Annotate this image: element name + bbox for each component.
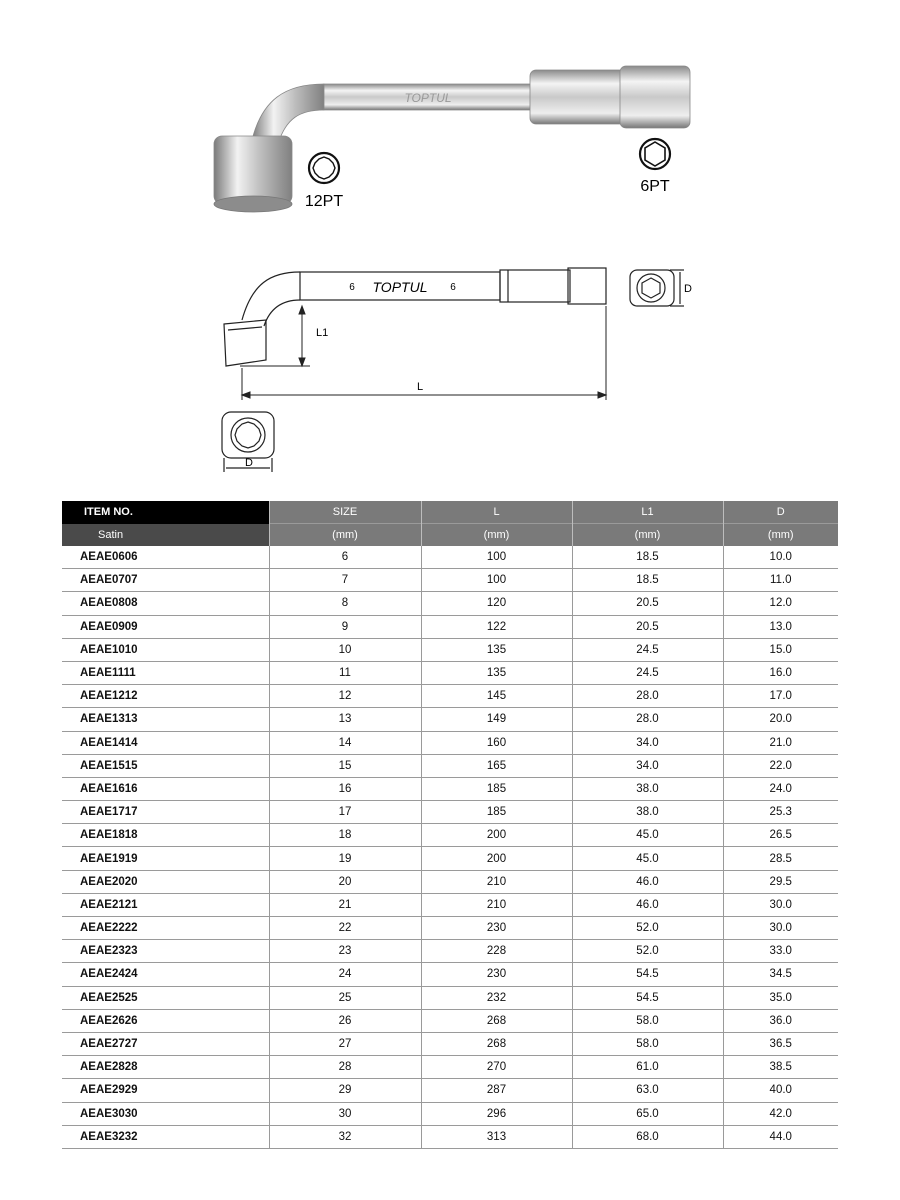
dim-D-12pt-label: D: [245, 457, 253, 469]
size-cell: 25: [269, 986, 421, 1009]
d-cell: 12.0: [723, 592, 838, 615]
d-cell: 44.0: [723, 1125, 838, 1148]
d-cell: 35.0: [723, 986, 838, 1009]
l1-cell: 34.0: [572, 731, 723, 754]
l1-cell: 63.0: [572, 1079, 723, 1102]
d-cell: 25.3: [723, 801, 838, 824]
size-cell: 30: [269, 1102, 421, 1125]
item-no-cell: AEAE1515: [62, 754, 269, 777]
size-cell: 14: [269, 731, 421, 754]
table-row: [62, 824, 838, 847]
l1-cell: 52.0: [572, 917, 723, 940]
header-row: [62, 501, 838, 524]
table-row: [62, 638, 838, 661]
table-row: [62, 708, 838, 731]
d-cell: 28.5: [723, 847, 838, 870]
d-cell: 15.0: [723, 638, 838, 661]
table-row: [62, 1009, 838, 1032]
size-cell: 17: [269, 801, 421, 824]
length-cell: 210: [421, 870, 572, 893]
d-cell: 30.0: [723, 917, 838, 940]
item-no-cell: AEAE1414: [62, 731, 269, 754]
d-cell: 30.0: [723, 893, 838, 916]
l1-unit: (mm): [572, 524, 723, 547]
d-header: D: [723, 501, 838, 524]
label-12pt: 12PT: [304, 193, 344, 210]
l1-cell: 58.0: [572, 1032, 723, 1055]
d-cell: 36.0: [723, 1009, 838, 1032]
6pt-icon: [640, 139, 670, 169]
d-cell: 36.5: [723, 1032, 838, 1055]
table-row: [62, 847, 838, 870]
item-no-cell: AEAE2626: [62, 1009, 269, 1032]
length-cell: 160: [421, 731, 572, 754]
size-cell: 13: [269, 708, 421, 731]
length-cell: 210: [421, 893, 572, 916]
item-no-cell: AEAE1212: [62, 685, 269, 708]
dim-L1-label: L1: [316, 327, 329, 339]
drawing-brand: TOPTUL: [372, 279, 428, 295]
d-cell: 29.5: [723, 870, 838, 893]
length-cell: 200: [421, 824, 572, 847]
d-cell: 20.0: [723, 708, 838, 731]
d-cell: 10.0: [723, 546, 838, 569]
table-row: [62, 801, 838, 824]
l1-header: L1: [572, 501, 723, 524]
length-cell: 200: [421, 847, 572, 870]
d-cell: 26.5: [723, 824, 838, 847]
table-row: [62, 615, 838, 638]
d-cell: 34.5: [723, 963, 838, 986]
l1-cell: 18.5: [572, 569, 723, 592]
table-row: [62, 777, 838, 800]
size-cell: 9: [269, 615, 421, 638]
table-row: [62, 661, 838, 684]
item-no-cell: AEAE0707: [62, 569, 269, 592]
l1-cell: 45.0: [572, 824, 723, 847]
d-cell: 24.0: [723, 777, 838, 800]
size-cell: 20: [269, 870, 421, 893]
l1-cell: 28.0: [572, 685, 723, 708]
size-cell: 27: [269, 1032, 421, 1055]
table-row: [62, 1056, 838, 1079]
size-cell: 22: [269, 917, 421, 940]
spec-table-body: [62, 546, 838, 1148]
item-no-cell: AEAE1111: [62, 661, 269, 684]
item-no-header: ITEM NO.: [62, 501, 269, 524]
size-cell: 15: [269, 754, 421, 777]
table-row: [62, 963, 838, 986]
length-cell: 270: [421, 1056, 572, 1079]
table-row: [62, 1032, 838, 1055]
length-cell: 185: [421, 801, 572, 824]
length-cell: 120: [421, 592, 572, 615]
length-cell: 232: [421, 986, 572, 1009]
d-cell: 13.0: [723, 615, 838, 638]
length-cell: 230: [421, 963, 572, 986]
size-cell: 29: [269, 1079, 421, 1102]
l1-cell: 46.0: [572, 893, 723, 916]
size-cell: 6: [269, 546, 421, 569]
table-row: [62, 893, 838, 916]
size-cell: 23: [269, 940, 421, 963]
table-row: [62, 986, 838, 1009]
length-cell: 122: [421, 615, 572, 638]
item-no-cell: AEAE2424: [62, 963, 269, 986]
d-cell: 33.0: [723, 940, 838, 963]
l1-cell: 46.0: [572, 870, 723, 893]
length-cell: 268: [421, 1009, 572, 1032]
item-no-cell: AEAE2828: [62, 1056, 269, 1079]
table-row: [62, 731, 838, 754]
size-header: SIZE: [269, 501, 421, 524]
table-row: [62, 1125, 838, 1148]
size-cell: 32: [269, 1125, 421, 1148]
l1-cell: 45.0: [572, 847, 723, 870]
item-no-cell: AEAE3232: [62, 1125, 269, 1148]
size-cell: 24: [269, 963, 421, 986]
l1-cell: 61.0: [572, 1056, 723, 1079]
length-header: L: [421, 501, 572, 524]
item-no-cell: AEAE1717: [62, 801, 269, 824]
l1-cell: 54.5: [572, 986, 723, 1009]
d-cell: 16.0: [723, 661, 838, 684]
table-row: [62, 592, 838, 615]
length-cell: 100: [421, 546, 572, 569]
dim-L-label: L: [416, 381, 424, 393]
item-no-cell: AEAE2727: [62, 1032, 269, 1055]
size-cell: 26: [269, 1009, 421, 1032]
hex-end-view: [630, 270, 684, 306]
length-cell: 145: [421, 685, 572, 708]
l1-cell: 24.5: [572, 638, 723, 661]
table-row: [62, 546, 838, 569]
length-cell: 135: [421, 638, 572, 661]
l1-cell: 38.0: [572, 777, 723, 800]
length-cell: 313: [421, 1125, 572, 1148]
l1-cell: 38.0: [572, 801, 723, 824]
table-row: [62, 1102, 838, 1125]
size-cell: 7: [269, 569, 421, 592]
l1-cell: 28.0: [572, 708, 723, 731]
size-cell: 8: [269, 592, 421, 615]
technical-drawing: [200, 250, 720, 490]
dim-D-hex-label: D: [684, 283, 692, 295]
length-cell: 185: [421, 777, 572, 800]
d-cell: 42.0: [723, 1102, 838, 1125]
size-cell: 10: [269, 638, 421, 661]
length-unit: (mm): [421, 524, 572, 547]
length-cell: 100: [421, 569, 572, 592]
size-cell: 19: [269, 847, 421, 870]
item-no-cell: AEAE0808: [62, 592, 269, 615]
length-cell: 135: [421, 661, 572, 684]
size-cell: 21: [269, 893, 421, 916]
photo-brand-engraving: TOPTUL: [404, 91, 452, 105]
spec-table: [62, 501, 838, 1149]
item-no-cell: AEAE2929: [62, 1079, 269, 1102]
item-no-cell: AEAE1616: [62, 777, 269, 800]
item-no-cell: AEAE1818: [62, 824, 269, 847]
item-no-cell: AEAE1010: [62, 638, 269, 661]
l1-cell: 58.0: [572, 1009, 723, 1032]
size-cell: 16: [269, 777, 421, 800]
l1-cell: 18.5: [572, 546, 723, 569]
item-no-cell: AEAE2020: [62, 870, 269, 893]
length-cell: 165: [421, 754, 572, 777]
item-no-cell: AEAE2323: [62, 940, 269, 963]
12pt-icon: [309, 153, 339, 183]
l1-cell: 20.5: [572, 615, 723, 638]
drawing-mark-right: 6: [450, 282, 456, 293]
d-cell: 21.0: [723, 731, 838, 754]
d-cell: 40.0: [723, 1079, 838, 1102]
item-no-cell: AEAE2121: [62, 893, 269, 916]
d-cell: 22.0: [723, 754, 838, 777]
table-row: [62, 940, 838, 963]
d-cell: 11.0: [723, 569, 838, 592]
d-unit: (mm): [723, 524, 838, 547]
l1-cell: 24.5: [572, 661, 723, 684]
table-row: [62, 685, 838, 708]
finish-header: Satin: [62, 524, 269, 547]
size-cell: 28: [269, 1056, 421, 1079]
l1-cell: 65.0: [572, 1102, 723, 1125]
size-cell: 11: [269, 661, 421, 684]
unit-row: [62, 524, 838, 547]
length-cell: 228: [421, 940, 572, 963]
item-no-cell: AEAE3030: [62, 1102, 269, 1125]
d-cell: 17.0: [723, 685, 838, 708]
item-no-cell: AEAE2525: [62, 986, 269, 1009]
wrench-product-photo: [200, 40, 720, 230]
item-no-cell: AEAE0606: [62, 546, 269, 569]
label-6pt: 6PT: [640, 178, 670, 195]
length-cell: 230: [421, 917, 572, 940]
table-row: [62, 917, 838, 940]
item-no-cell: AEAE2222: [62, 917, 269, 940]
l1-cell: 34.0: [572, 754, 723, 777]
item-no-cell: AEAE0909: [62, 615, 269, 638]
table-row: [62, 1079, 838, 1102]
l1-cell: 54.5: [572, 963, 723, 986]
d-cell: 38.5: [723, 1056, 838, 1079]
l1-cell: 52.0: [572, 940, 723, 963]
length-cell: 287: [421, 1079, 572, 1102]
drawing-mark-left: 6: [349, 282, 355, 293]
table-row: [62, 754, 838, 777]
item-no-cell: AEAE1919: [62, 847, 269, 870]
length-cell: 268: [421, 1032, 572, 1055]
item-no-cell: AEAE1313: [62, 708, 269, 731]
length-cell: 296: [421, 1102, 572, 1125]
length-cell: 149: [421, 708, 572, 731]
size-cell: 12: [269, 685, 421, 708]
size-cell: 18: [269, 824, 421, 847]
table-row: [62, 569, 838, 592]
l1-cell: 20.5: [572, 592, 723, 615]
size-unit: (mm): [269, 524, 421, 547]
l1-cell: 68.0: [572, 1125, 723, 1148]
table-row: [62, 870, 838, 893]
